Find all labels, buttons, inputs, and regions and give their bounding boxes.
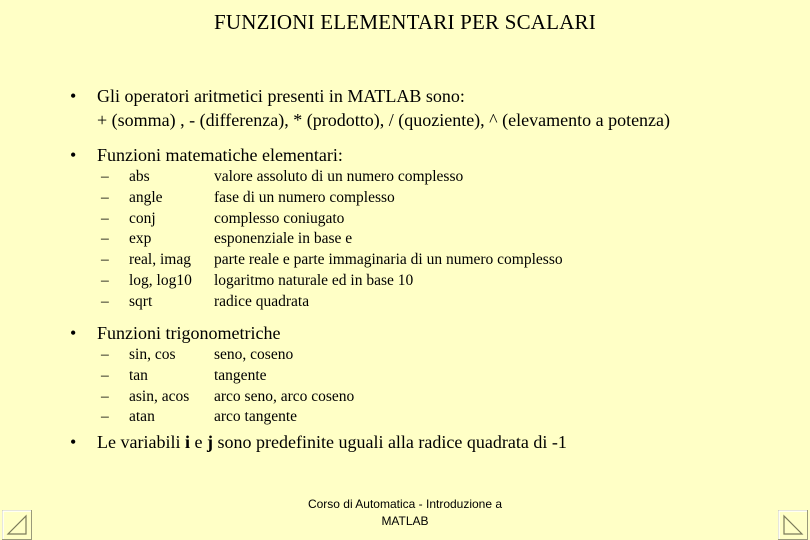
function-name: abs xyxy=(129,168,150,185)
dash-marker: – xyxy=(101,230,109,248)
function-description: fase di un numero complesso xyxy=(214,188,395,206)
function-description: complesso coniugato xyxy=(214,209,345,227)
bullet-marker: • xyxy=(70,323,77,343)
slide-title: FUNZIONI ELEMENTARI PER SCALARI xyxy=(214,10,596,34)
function-description: radice quadrata xyxy=(214,292,310,310)
trig-functions-heading: Funzioni trigonometriche xyxy=(97,323,281,343)
function-name: sqrt xyxy=(129,292,153,310)
function-description: tangente xyxy=(214,366,267,384)
function-name: exp xyxy=(129,230,152,248)
text-pre: Le variabili xyxy=(97,432,185,452)
function-name: log, log10 xyxy=(129,271,192,289)
imaginary-units-text xyxy=(97,432,567,453)
function-name: sin, cos xyxy=(129,346,176,363)
dash-marker: – xyxy=(101,251,109,269)
slide-footer xyxy=(280,496,530,530)
elementary-functions-heading: Funzioni matematiche elementari: xyxy=(97,145,343,165)
dash-marker: – xyxy=(101,209,109,227)
text-mid: e xyxy=(189,432,207,452)
function-description: logaritmo naturale ed in base 10 xyxy=(214,271,414,289)
function-name: tan xyxy=(129,366,148,384)
function-name: atan xyxy=(129,408,155,426)
previous-slide-icon xyxy=(2,510,32,540)
dash-marker: – xyxy=(101,366,109,384)
dash-marker: – xyxy=(101,188,109,206)
dash-marker: – xyxy=(101,387,109,405)
function-description: seno, coseno xyxy=(214,346,294,363)
function-description: arco tangente xyxy=(214,408,298,426)
function-name: angle xyxy=(129,188,163,206)
var-i: i xyxy=(184,432,190,452)
bullet-marker: • xyxy=(70,86,77,106)
dash-marker: – xyxy=(101,271,109,289)
operators-intro: Gli operatori aritmetici presenti in MATLAB sono: xyxy=(97,86,465,106)
footer-line-2: MATLAB xyxy=(381,514,429,528)
function-name: asin, acos xyxy=(129,387,190,405)
previous-slide-button[interactable] xyxy=(2,510,32,540)
dash-marker: – xyxy=(101,346,109,363)
dash-marker: – xyxy=(101,168,109,185)
function-description: parte reale e parte immaginaria di un numero complesso xyxy=(214,251,563,269)
function-name: conj xyxy=(129,209,156,227)
text-post: sono predefinite uguali alla radice quadrata di -1 xyxy=(212,432,567,452)
function-description: arco seno, arco coseno xyxy=(214,387,355,405)
function-description: esponenziale in base e xyxy=(214,230,353,248)
bullet-marker: • xyxy=(70,145,77,165)
dash-marker: – xyxy=(101,408,109,426)
footer-line-1: Corso di Automatica - Introduzione a xyxy=(307,497,503,511)
dash-marker: – xyxy=(101,292,109,310)
operators-list: + (somma) , - (differenza), * (prodotto), / (quoziente), ^ (elevamento a potenza) xyxy=(97,110,671,130)
function-description: valore assoluto di un numero complesso xyxy=(214,168,464,185)
var-j: j xyxy=(206,432,213,452)
function-name: real, imag xyxy=(129,251,191,269)
next-slide-button[interactable] xyxy=(778,510,808,540)
next-slide-icon xyxy=(778,510,808,540)
bullet-marker: • xyxy=(70,432,77,452)
